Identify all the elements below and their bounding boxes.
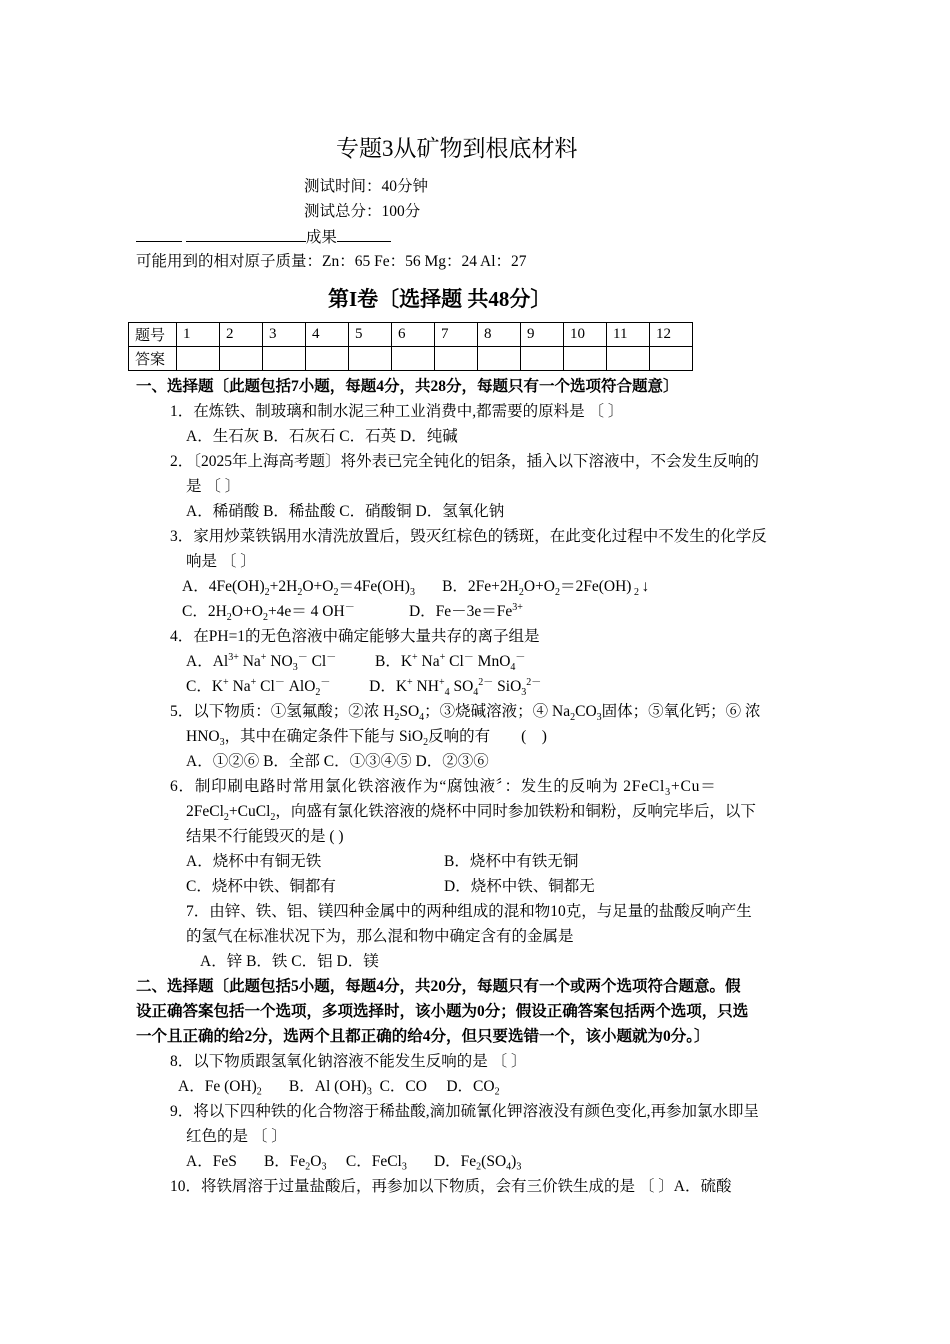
volume-title: 第I卷〔选择题 共48分〕 [328,287,552,311]
q4-options-cd: C．K+ Na+ Cl－ AlO$_2$－ D．K+ $NH^+_4$ $SO_4^{2-}$ SiO$_3^{2-}$ [186,676,542,699]
q2-options: A．稀硝酸 B．稀盐酸 C．硝酸铜 D．氢氧化钠 [186,503,505,520]
test-time: 测试时间：40分钟 [304,178,429,195]
q7-stem: 7．由锌、铁、铝、镁四种金属中的两种组成的混和物10克，与足量的盐酸反响产生 [186,903,752,920]
answer-cell[interactable] [564,347,607,371]
answer-cell[interactable] [650,347,693,371]
q6-option-d: D．烧杯中铁、铜都无 [444,878,595,895]
q1-options: A．生石灰 B．石灰石 C．石英 D．纯碱 [186,428,458,445]
question-number: 10 [564,323,607,347]
answer-cell[interactable] [478,347,521,371]
question-number: 8 [478,323,521,347]
q3-stem: 3．家用炒菜铁锅用水清洗放置后，毁灭红棕色的锈斑，在此变化过程中不发生的化学反 [170,528,767,545]
page-title: 专题3从矿物到根底材料 [336,136,578,161]
test-score: 测试总分：100分 [304,203,421,220]
question-number: 7 [435,323,478,347]
q9-stem-cont: 红色的是 〔 〕 [186,1128,287,1145]
section2-heading-line3: 一个且正确的给2分，选两个且都正确的给4分，但只要选错一个，该小题就为0分。〕 [136,1028,710,1045]
table-row [129,347,693,371]
question-number: 9 [521,323,564,347]
result-label: 成果 [305,229,337,246]
q3-options-cd: C．$2H_2O+O_2+4e= 4$ OH－ D．$Fe-3e=Fe^{3+}$ [182,601,523,624]
table-row-label: 答案 [129,347,177,371]
q7-options: A．锌 B．铁 C．铝 D．镁 [200,953,379,970]
answer-cell[interactable] [607,347,650,371]
q2-stem: 2．〔2025年上海高考题〕将外表已完全钝化的铝条，插入以下溶液中，不会发生反响的 [170,453,760,470]
table-row [129,323,693,347]
name-blank[interactable] [186,227,306,242]
question-number: 5 [349,323,392,347]
question-number: 3 [263,323,306,347]
question-number: 4 [306,323,349,347]
section2-heading-line2: 设正确答案包括一个选项，多项选择时，该小题为0分；假设正确答案包括两个选项，只选 [136,1003,749,1020]
q6-option-a: A．烧杯中有铜无铁 [186,853,322,870]
question-number: 1 [177,323,220,347]
q3-stem-cont: 响是 〔 〕 [186,553,256,570]
question-number: 6 [392,323,435,347]
answer-table [128,322,693,371]
q7-stem-cont: 的氢气在标准状况下为，那么混和物中确定含有的金属是 [186,928,574,945]
answer-cell[interactable] [306,347,349,371]
q5-options: A．①②⑥ B．全部 C．①③④⑤ D．②③⑥ [186,753,489,770]
question-number: 2 [220,323,263,347]
answer-cell[interactable] [263,347,306,371]
q10-stem: 10．将铁屑溶于过量盐酸后，再参加以下物质，会有三价铁生成的是 〔 〕A．硫酸 [170,1178,732,1195]
q5-stem-cont: $HNO_3$，其中在确定条件下能与 SiO$_2$反响的有 ( ) [186,728,547,749]
q3-options-ab: A．$4Fe(OH)_2+2H_2O+O_2=4Fe(OH)_3$ B．$2Fe+2H_2O+O_2=2Fe(OH)$ $_2$ ↓ [182,578,650,599]
section1-heading: 一、选择题〔此题包括7小题，每题4分，共28分，每题只有一个选项符合题意〕 [136,378,679,395]
question-number: 12 [650,323,693,347]
q8-stem: 8．以下物质跟氢氧化钠溶液不能发生反响的是 〔 〕 [170,1053,527,1070]
q6-stem-cont: 2FeCl$_2$+CuCl$_2$，向盛有氯化铁溶液的烧杯中同时参加铁粉和铜粉，反响完毕后，以下 [186,803,756,824]
class-blank[interactable] [136,227,182,242]
q9-stem: 9．将以下四种铁的化合物溶于稀盐酸,滴加硫氰化钾溶液没有颜色变化,再参加氯水即呈 [170,1103,760,1120]
q4-stem: 4．在PH=1的无色溶液中确定能够大量共存的离子组是 [170,628,540,645]
result-blank[interactable] [337,227,391,242]
q6-option-c: C．烧杯中铁、铜都有 [186,878,336,895]
answer-cell[interactable] [435,347,478,371]
q8-options: A．Fe $(OH)_2$ B．Al $(OH)_3$ C．CO D．$CO_2$ [178,1078,500,1098]
q6-stem: 6．制印刷电路时常用氯化铁溶液作为“腐蚀液〞：发生的反响为 2FeCl$_3$+Cu＝ [170,778,717,799]
section2-heading-line1: 二、选择题〔此题包括5小题，每题4分，共20分，每题只有一个或两个选项符合题意。假 [136,978,741,995]
answer-cell[interactable] [392,347,435,371]
q2-stem-cont: 是 〔 〕 [186,478,241,495]
q5-stem: 5．以下物质：①氢氟酸；②浓 $H_2SO_4$；③烧碱溶液；④ $Na_2CO_3$固体；⑤氧化钙；⑥ 浓 [170,703,761,724]
atomic-masses: 可能用到的相对原子质量：Zn：65 Fe：56 Mg：24 Al：27 [136,253,527,270]
q4-options-ab: A．$Al^{3+}$ Na+ $NO_3^-$ Cl－ B．K+ Na+ Cl－ MnO$_4$－ [186,651,526,674]
q6-option-b: B．烧杯中有铁无铜 [444,853,579,870]
answer-cell[interactable] [177,347,220,371]
q1-stem: 1．在炼铁、制玻璃和制水泥三种工业消费中,都需要的原料是 〔 〕 [170,403,624,420]
question-number: 11 [607,323,650,347]
answer-cell[interactable] [349,347,392,371]
q9-options: A．FeS B．$Fe_2O_3$ C．FeCl$_3$ D．$Fe_2(SO_4)_3$ [186,1153,522,1173]
name-result-line [136,227,391,248]
q6-stem-cont2: 结果不行能毁灭的是 ( ) [186,828,344,845]
answer-cell[interactable] [521,347,564,371]
answer-cell[interactable] [220,347,263,371]
table-row-label: 题号 [129,323,177,347]
